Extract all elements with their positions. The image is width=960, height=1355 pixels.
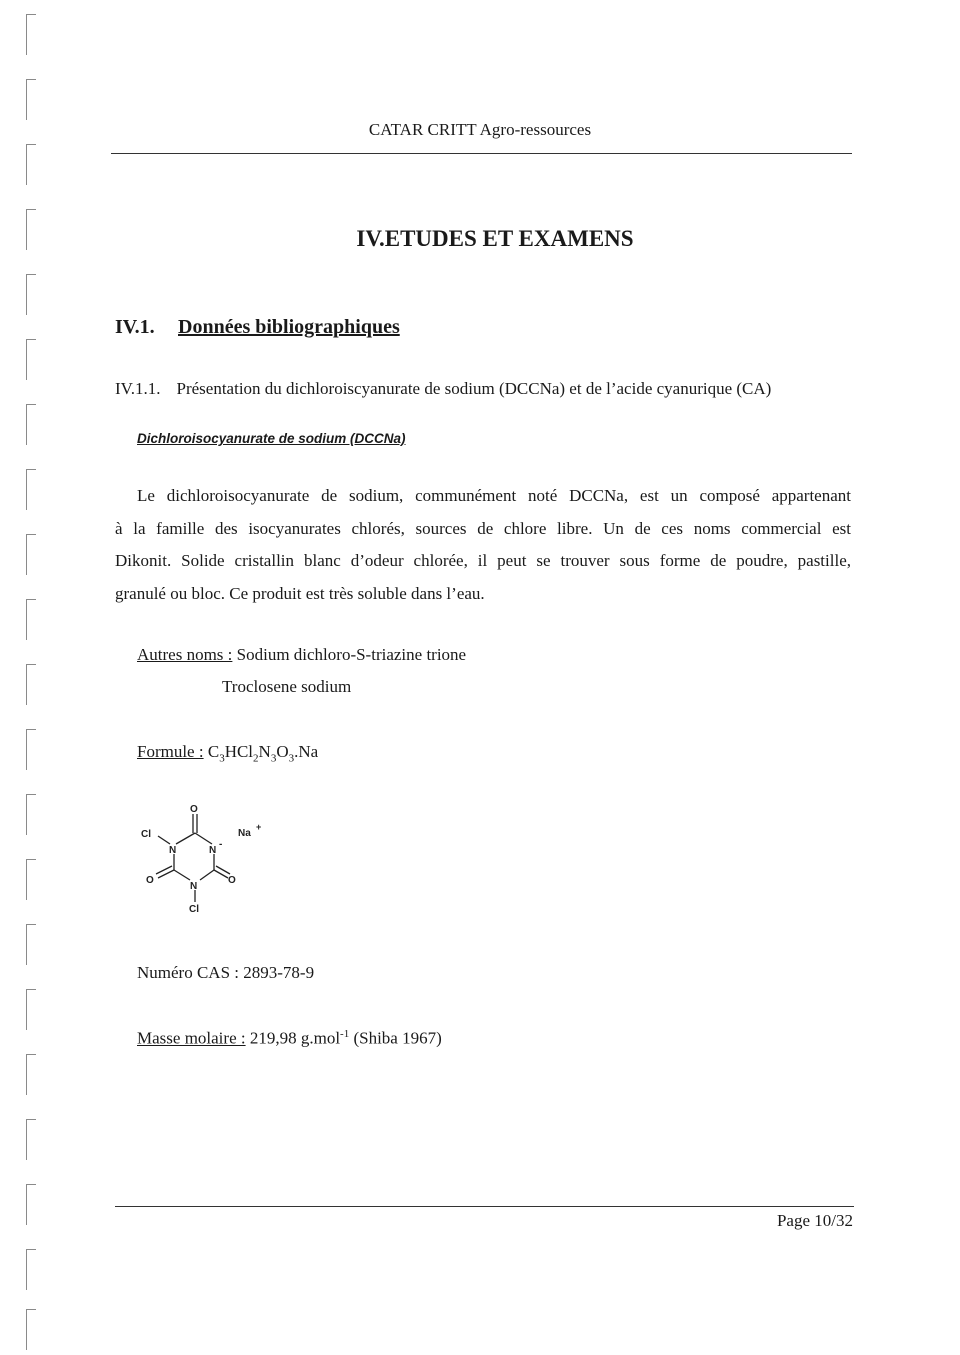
paragraph-line: Dikonit. Solide cristallin blanc d’odeur chlorée, il peut se trouver sous forme de poudre, pastille, bbox=[115, 551, 851, 570]
subsubsection-title: Dichloroisocyanurate de sodium (DCCNa) bbox=[137, 431, 406, 446]
binder-hole bbox=[26, 989, 36, 1030]
masse-label: Masse molaire : bbox=[137, 1028, 246, 1048]
formule-part: N bbox=[258, 742, 271, 761]
binder-hole bbox=[26, 469, 36, 510]
subsection-title: Présentation du dichloroiscyanurate de sodium (DCCNa) et de l’acide cyanurique (CA) bbox=[176, 379, 772, 398]
page-number: Page 10/32 bbox=[776, 1211, 853, 1230]
autres-noms-field bbox=[137, 645, 466, 665]
masse-molaire-field bbox=[137, 1028, 442, 1049]
page-header: CATAR CRITT Agro-ressources bbox=[368, 120, 592, 139]
binder-hole bbox=[26, 339, 36, 380]
masse-value: 219,98 g.mol bbox=[249, 1028, 341, 1048]
atom-na: Na bbox=[238, 828, 251, 839]
binder-hole bbox=[26, 794, 36, 835]
subsection-heading bbox=[115, 379, 771, 399]
formule-value bbox=[207, 742, 319, 765]
binder-hole bbox=[26, 144, 36, 185]
binder-hole bbox=[26, 859, 36, 900]
binder-hole bbox=[26, 599, 36, 640]
autres-noms-label: Autres noms : bbox=[137, 645, 233, 664]
binder-hole bbox=[26, 1309, 36, 1350]
binder-hole bbox=[26, 1249, 36, 1290]
binder-holes bbox=[26, 0, 46, 1355]
atom-o-left: O bbox=[146, 875, 154, 886]
atom-cl-left: Cl bbox=[141, 829, 151, 840]
formule-part: C bbox=[207, 742, 220, 761]
atom-n-bottom: N bbox=[190, 881, 198, 892]
body-paragraph bbox=[115, 480, 851, 610]
atom-cl-bottom: Cl bbox=[189, 904, 199, 915]
formule-subscript: 2 bbox=[253, 752, 259, 765]
autres-noms-value-1: Sodium dichloro-S-triazine trione bbox=[236, 645, 467, 664]
binder-hole bbox=[26, 79, 36, 120]
paragraph-line: à la famille des isocyanurates chlorés, sources de chlore libre. Un de ces noms commercial est bbox=[115, 518, 851, 538]
binder-hole bbox=[26, 274, 36, 315]
binder-hole bbox=[26, 924, 36, 965]
formule-subscript: 3 bbox=[270, 752, 277, 765]
paragraph-line: granulé ou bloc. Ce produit est très soluble dans l’eau. bbox=[115, 583, 485, 603]
cas-number: Numéro CAS : 2893-78-9 bbox=[137, 963, 315, 982]
footer-rule bbox=[115, 1206, 854, 1207]
molecule-structure bbox=[138, 800, 278, 920]
formule-label: Formule : bbox=[137, 742, 204, 761]
section-number: IV.1. bbox=[115, 316, 155, 338]
atom-n-right: N bbox=[209, 845, 217, 856]
atom-n-left: N bbox=[169, 845, 177, 856]
subsection-number: IV.1.1. bbox=[115, 379, 161, 398]
header-rule bbox=[111, 153, 852, 154]
atom-charge: - bbox=[219, 839, 223, 850]
binder-hole bbox=[26, 534, 36, 575]
autres-noms-value-2: Troclosene sodium bbox=[222, 677, 352, 696]
binder-hole bbox=[26, 14, 36, 55]
atom-na-charge: + bbox=[256, 822, 262, 832]
masse-exponent: -1 bbox=[340, 1028, 350, 1040]
binder-hole bbox=[26, 664, 36, 705]
formule-part: HCl bbox=[224, 742, 254, 761]
paragraph-line: Le dichloroisocyanurate de sodium, communément noté DCCNa, est un composé appartenant bbox=[137, 486, 851, 505]
masse-reference: (Shiba 1967) bbox=[353, 1028, 442, 1048]
formule-subscript: 3 bbox=[219, 752, 225, 765]
main-title: IV.ETUDES ET EXAMENS bbox=[356, 226, 634, 251]
section-title: Données bibliographiques bbox=[178, 316, 400, 338]
formule-part: O bbox=[276, 742, 289, 761]
binder-hole bbox=[26, 729, 36, 770]
binder-hole bbox=[26, 404, 36, 445]
binder-hole bbox=[26, 1054, 36, 1095]
formule-field bbox=[137, 742, 318, 764]
formule-subscript: 3 bbox=[288, 752, 295, 765]
atom-o-top: O bbox=[190, 804, 198, 815]
binder-hole bbox=[26, 1119, 36, 1160]
binder-hole bbox=[26, 1184, 36, 1225]
formule-part: .Na bbox=[294, 742, 319, 761]
atom-o-right: O bbox=[228, 875, 236, 886]
